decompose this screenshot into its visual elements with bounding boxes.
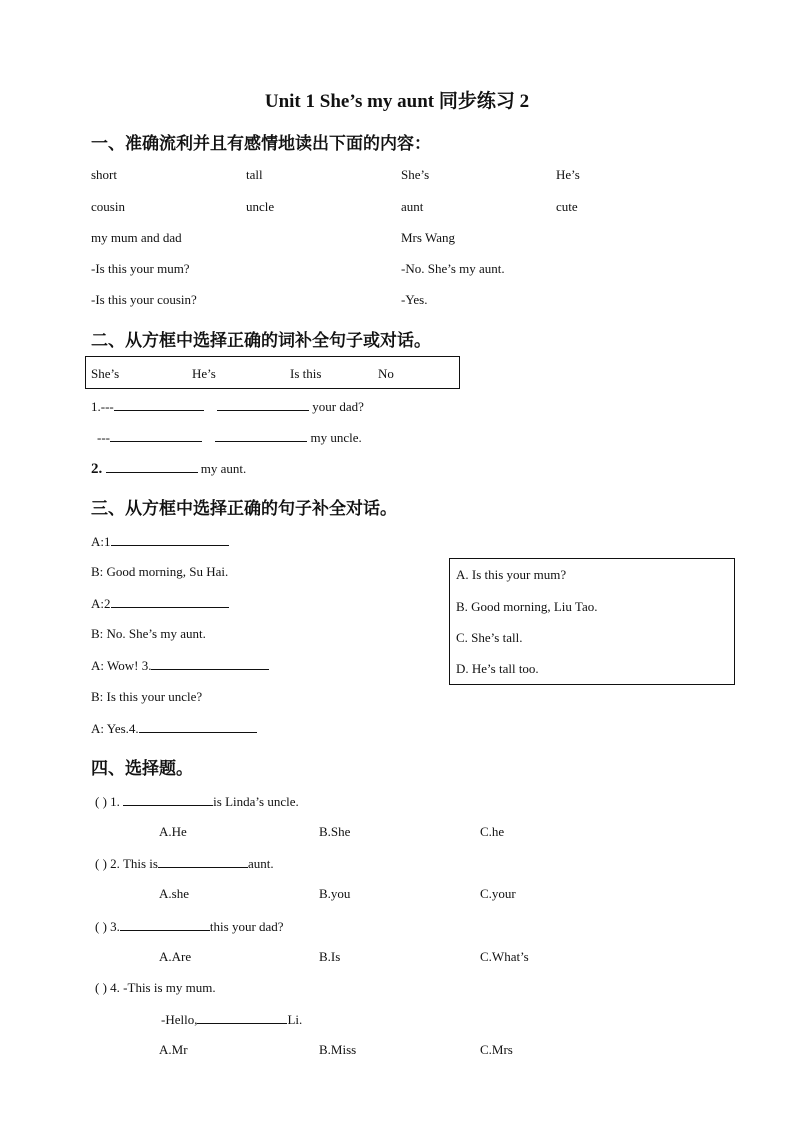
s2-q2-number: 2. [91,461,103,477]
answer-paren[interactable]: ( ) [95,980,107,995]
question-text: -Hello, [161,1012,198,1027]
dialog-line [91,595,229,612]
choice-b: B.She [319,824,351,839]
question-text: this your dad? [209,919,284,934]
question-number: 3. [110,919,120,934]
answer-blank[interactable] [114,398,204,411]
choice-a: A.He [159,824,187,839]
dialog-line-text: A:2 [91,596,111,611]
s2-q1b-prefix: --- [97,430,110,445]
sentence-yes: -Yes. [401,292,428,307]
answer-paren[interactable]: ( ) [95,856,107,871]
answer-blank[interactable] [106,460,198,473]
dialog-line [91,720,257,737]
option-d: D. He’s tall too. [456,661,539,676]
answer-blank[interactable] [111,595,229,608]
choice-b: B.Is [319,949,341,964]
s2-question-1 [91,398,364,415]
option-c: C. She’s tall. [456,630,523,645]
box-word-is-this: Is this [290,366,322,381]
option-b: B. Good morning, Liu Tao. [456,599,598,614]
choice-c: C.What’s [480,949,529,964]
answer-blank[interactable] [139,720,257,733]
word-uncle: uncle [246,199,275,214]
word-aunt: aunt [401,199,424,214]
mc-question-3 [95,918,284,935]
dialog-line [91,533,229,550]
question-text: Li. [287,1012,303,1027]
choice-a: A.Mr [159,1042,188,1057]
dialog-line: B: No. She’s my aunt. [91,626,206,641]
word-tall: tall [246,167,263,182]
dialog-line-text: A: Yes.4. [91,721,139,736]
s2-q1b-suffix: my uncle. [310,430,362,445]
box-word-no: No [378,366,394,381]
answer-blank[interactable] [111,533,229,546]
phrase-mrs-wang: Mrs Wang [401,230,455,245]
word-shes: She’s [401,167,430,182]
question-text: -This is my mum. [123,980,216,995]
question-text: This is [122,856,158,871]
s2-q2-suffix: my aunt. [200,461,247,476]
choice-a: A.she [159,886,189,901]
answer-blank[interactable] [217,398,309,411]
question-number: 4. [110,980,120,995]
mc-question-2 [95,855,274,872]
mc-question-4-line2 [161,1011,302,1028]
dialog-line-text: A:1 [91,534,111,549]
box-word-shes: She’s [91,366,120,381]
option-a: A. Is this your mum? [456,567,567,582]
answer-paren[interactable]: ( ) [95,794,107,809]
choice-c: C.your [480,886,516,901]
section3-heading: 三、从方框中选择正确的句子补全对话。 [91,499,397,519]
mc-question-4 [95,980,216,996]
s2-q1-suffix: your dad? [312,399,364,414]
dialog-line: B: Is this your uncle? [91,689,203,704]
answer-blank[interactable] [110,429,202,442]
question-text: aunt. [247,856,274,871]
dialog-line: B: Good morning, Su Hai. [91,564,229,579]
section1-heading: 一、准确流利并且有感情地读出下面的内容： [91,134,431,154]
answer-blank [197,1011,287,1024]
sentence-is-this-cousin: -Is this your cousin? [91,292,197,307]
choice-a: A.Are [159,949,192,964]
choice-b: B.you [319,886,351,901]
s2-question-1b [97,429,362,446]
box-word-hes: He’s [192,366,216,381]
question-number: 1. [110,794,120,809]
answer-blank[interactable] [215,429,307,442]
answer-blank [158,855,248,868]
sentence-no-aunt: -No. She’s my aunt. [401,261,505,276]
word-box [85,356,460,389]
s2-q1-prefix: 1.--- [91,399,114,414]
page-title: Unit 1 She’s my aunt 同步练习 2 [264,91,530,112]
s2-question-2 [91,460,246,478]
section4-heading: 四、选择题。 [91,759,193,779]
word-cousin: cousin [91,199,125,214]
word-short: short [91,167,117,182]
dialog-line [91,657,269,674]
dialog-line-text: A: Wow! 3. [91,658,152,673]
choice-c: C.he [480,824,505,839]
answer-blank [120,918,210,931]
section2-heading: 二、从方框中选择正确的词补全句子或对话。 [91,331,431,351]
question-text: is Linda’s uncle. [213,794,299,809]
answer-blank[interactable] [151,657,269,670]
choice-c: C.Mrs [480,1042,513,1057]
answer-blank [123,793,213,806]
choice-b: B.Miss [319,1042,357,1057]
word-cute: cute [556,199,578,214]
sentence-is-this-mum: -Is this your mum? [91,261,190,276]
answer-paren[interactable]: ( ) [95,919,107,934]
phrase-mum-dad: my mum and dad [91,230,182,245]
word-hes: He’s [556,167,580,182]
question-number: 2. [110,856,120,871]
mc-question-1 [95,793,299,810]
